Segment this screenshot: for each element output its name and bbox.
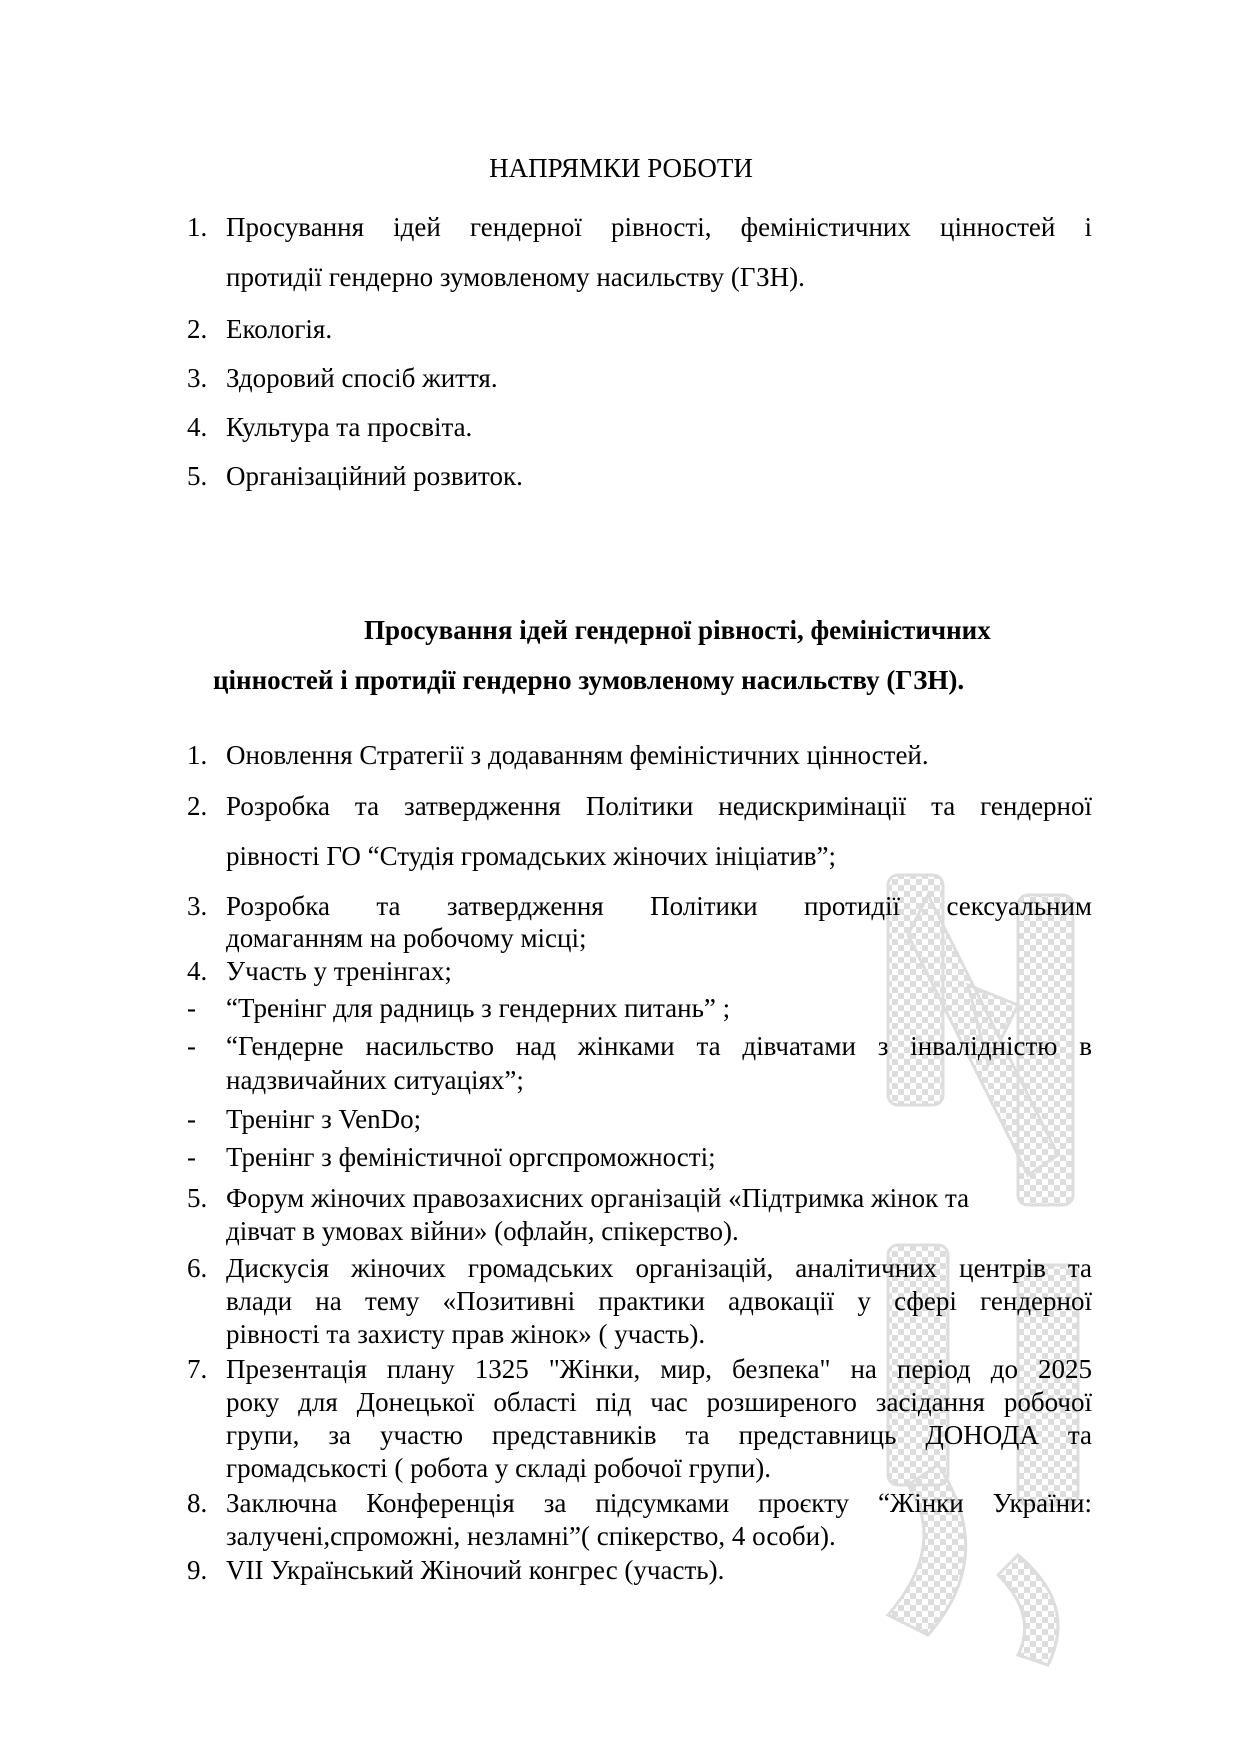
list-item-text: групи, за участю представників та представниць ДОНОДА та — [226, 1420, 1092, 1450]
list-bullet: - — [187, 993, 196, 1023]
list-item-text: протидії гендерно зумовленому насильству (ГЗН). — [226, 262, 805, 292]
list-number: 5. — [187, 461, 208, 491]
list-item-text: “Тренінг для радниць з гендерних питань” ; — [226, 993, 731, 1023]
section-title: НАПРЯМКИ РОБОТИ — [489, 153, 753, 183]
list-item-text: VII Український Жіночий конгрес (участь). — [226, 1555, 725, 1585]
list-item-text: року для Донецької області під час розширеного засідання робочої — [226, 1387, 1092, 1417]
section-heading-line: Просування ідей гендерної рівності, феміністичних — [364, 615, 991, 645]
list-item-text: Культура та просвіта. — [226, 412, 473, 442]
list-number: 8. — [187, 1488, 208, 1518]
list-item-text: Тренінг з VenDo; — [226, 1104, 422, 1134]
list-item-text: надзвичайних ситуаціях”; — [226, 1065, 524, 1095]
list-item-text: Просування ідей гендерної рівності, феміністичних цінностей і — [226, 212, 1092, 242]
list-number: 5. — [187, 1183, 208, 1213]
section-heading-line: цінностей і протидії гендерно зумовленому насильству (ГЗН). — [213, 665, 965, 695]
list-number: 4. — [187, 412, 208, 442]
list-number: 7. — [187, 1354, 208, 1384]
list-number: 1. — [187, 740, 208, 770]
list-item-text: Презентація плану 1325 "Жінки, мир, безпека" на період до 2025 — [226, 1354, 1092, 1384]
list-item-text: рівності та захисту прав жінок» ( участь). — [226, 1319, 706, 1349]
list-item-text: Заключна Конференція за підсумками проєкту “Жінки України: — [226, 1488, 1092, 1518]
list-item-text: громадськості ( робота у складі робочої групи). — [226, 1453, 771, 1483]
list-number: 3. — [187, 363, 208, 393]
list-number: 2. — [187, 314, 208, 344]
list-number: 3. — [187, 891, 208, 921]
list-item-text: залучені,спроможні, незламні”( спікерство, 4 особи). — [226, 1521, 836, 1551]
list-item-text: Екологія. — [226, 314, 333, 344]
list-bullet: - — [187, 1142, 196, 1172]
list-number: 9. — [187, 1555, 208, 1585]
list-item-text: Розробка та затвердження Політики недискримінації та гендерної — [226, 791, 1092, 821]
list-item-text: Здоровий спосіб життя. — [226, 363, 498, 393]
list-number: 1. — [187, 212, 208, 242]
list-item-text: Тренінг з феміністичної оргспроможності; — [226, 1142, 716, 1172]
list-item-text: Оновлення Стратегії з додаванням феміністичних цінностей. — [226, 740, 929, 770]
list-item-text: “Гендерне насильство над жінками та дівчатами з інвалідністю в — [226, 1031, 1092, 1061]
list-item-text: Організаційний розвиток. — [226, 461, 523, 491]
list-item-text: Участь у тренінгах; — [226, 956, 452, 986]
list-item-text: домаганням на робочому місці; — [226, 923, 587, 953]
list-number: 2. — [187, 791, 208, 821]
list-item-text: Дискусія жіночих громадських організацій, аналітичних центрів та — [226, 1253, 1092, 1283]
list-number: 4. — [187, 956, 208, 986]
list-number: 6. — [187, 1253, 208, 1283]
list-bullet: - — [187, 1104, 196, 1134]
list-item-text: дівчат в умовах війни» (офлайн, спікерство). — [226, 1216, 739, 1246]
list-item-text: влади на тему «Позитивні практики адвокації у сфері гендерної — [226, 1286, 1092, 1316]
list-bullet: - — [187, 1031, 196, 1061]
list-item-text: рівності ГО “Студія громадських жіночих ініціатив”; — [226, 841, 837, 871]
list-item-text: Форум жіночих правозахисних організацій «Підтримка жінок та — [226, 1183, 970, 1213]
list-item-text: Розробка та затвердження Політики протидії сексуальним — [226, 891, 1092, 921]
